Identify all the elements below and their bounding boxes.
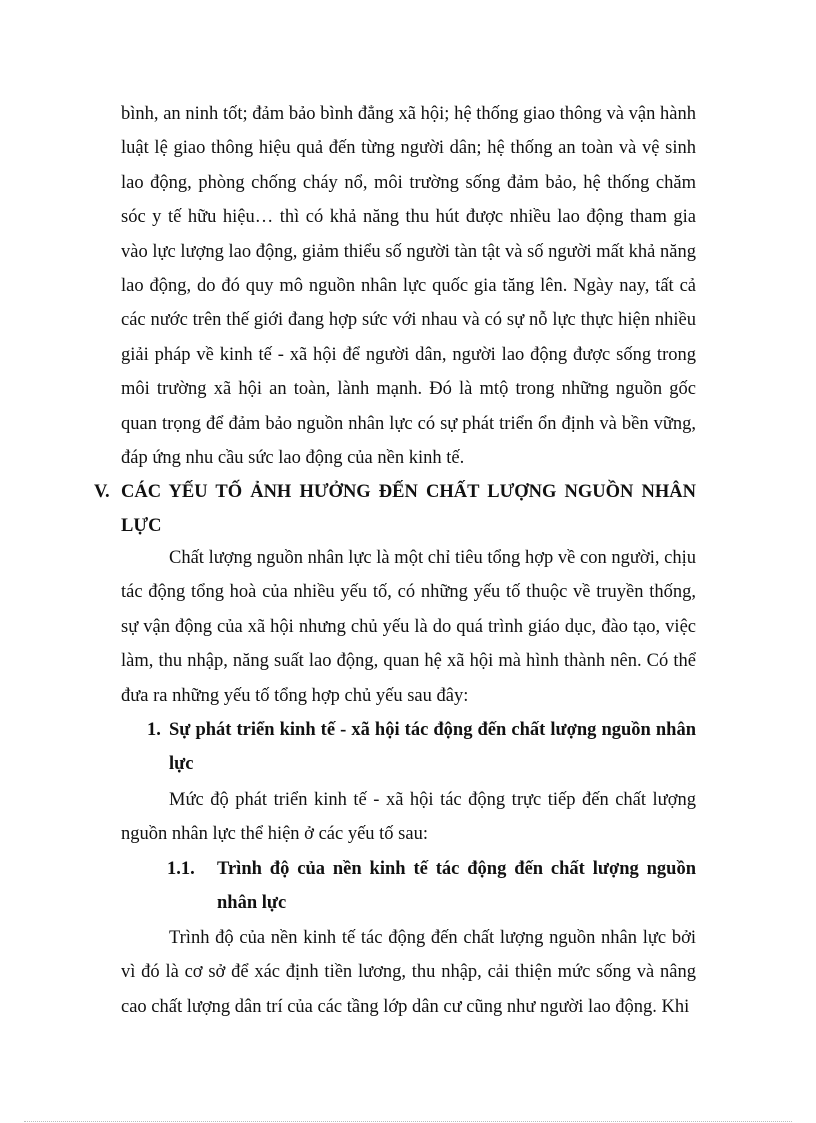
- subsubsection-number: 1.1.: [167, 859, 195, 879]
- section-number: V.: [94, 482, 110, 502]
- body-paragraph: Trình độ của nền kinh tế tác động đến chất lượng nguồn nhân lực bởi vì đó là cơ sở để xác định tiền lương, thu nhập, cải thiện mức sống và nâng cao chất lượng dân trí của các tầng lớp dân cư cũng như người lao động. Khi: [121, 928, 696, 1017]
- body-paragraph: bình, an ninh tốt; đảm bảo bình đẳng xã hội; hệ thống giao thông và vận hành luật lệ giao thông hiệu quả đến từng người dân; hệ thống an toàn và vệ sinh lao động, phòng chống cháy nổ, môi trường sống đảm bảo, hệ thống chăm sóc y tế hữu hiệu… thì có khả năng thu hút được nhiều lao động tham gia vào lực lượng lao động, giảm thiểu số người tàn tật và số người mất khả năng lao động, do đó quy mô nguồn nhân lực quốc gia tăng lên. Ngày nay, tất cả các nước trên thế giới đang hợp sức với nhau và có sự nỗ lực thực hiện nhiều giải pháp về kinh tế - xã hội để người dân, người lao động được sống trong môi trường xã hội an toàn, lành mạnh. Đó là mtộ trong những nguồn gốc quan trọng để đảm bảo nguồn nhân lực có sự phát triển ổn định và bền vững, đáp ứng nhu cầu sức lao động của nền kinh tế.: [121, 104, 696, 469]
- section-title: CÁC YẾU TỐ ẢNH HƯỞNG ĐẾN CHẤT LƯỢNG NGUỒN NHÂN LỰC: [121, 482, 696, 537]
- body-paragraph: Chất lượng nguồn nhân lực là một chỉ tiêu tổng hợp về con người, chịu tác động tổng hoà của nhiều yếu tố, có những yếu tố thuộc về truyền thống, sự vận động của xã hội nhưng chủ yếu là do quá trình giáo dục, đào tạo, việc làm, thu nhập, năng suất lao động, quan hệ xã hội mà hình thành nên. Có thể đưa ra những yếu tố tổng hợp chủ yếu sau đây:: [121, 548, 696, 706]
- page-bottom-divider: [24, 1121, 792, 1122]
- subsubsection-title: Trình độ của nền kinh tế tác động đến chất lượng nguồn nhân lực: [217, 859, 696, 914]
- subsection-title: Sự phát triển kinh tế - xã hội tác động đến chất lượng nguồn nhân lực: [169, 720, 696, 775]
- subsection-number: 1.: [147, 720, 161, 740]
- body-paragraph: Mức độ phát triển kinh tế - xã hội tác động trực tiếp đến chất lượng nguồn nhân lực thể hiện ở các yếu tố sau:: [121, 790, 696, 845]
